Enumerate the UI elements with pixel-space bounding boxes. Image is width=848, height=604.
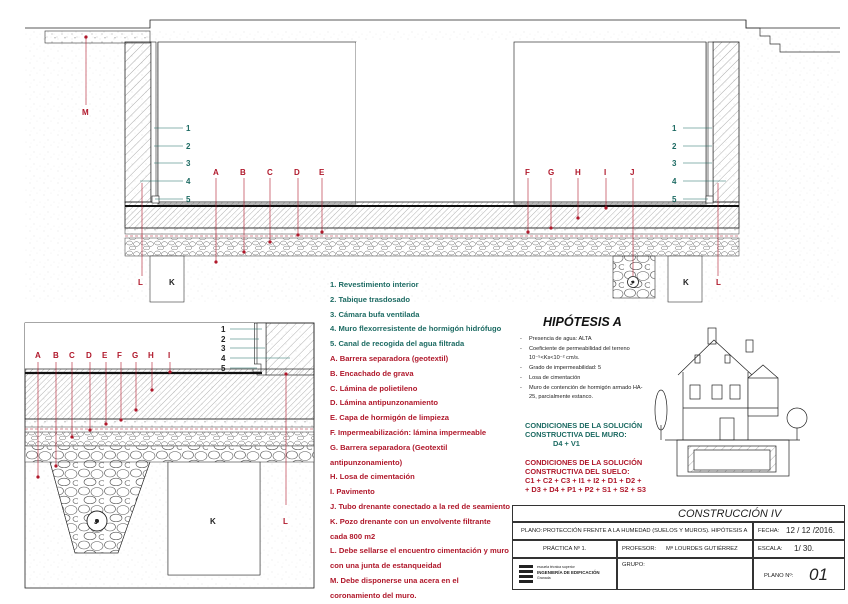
legend-item-L: L. Debe sellarse el encuentro cimentación y muro con una junta de estanqueidad [330, 546, 509, 571]
plano-value: PROTECCIÓN FRENTE A LA HUMEDAD (SUELOS Y MUROS). HIPÓTESIS A [543, 528, 748, 534]
detail-label-3: 3 [221, 344, 226, 353]
label-2-right: 2 [672, 142, 677, 151]
school-line1: escuela técnica superior [537, 565, 575, 569]
label-J: J [630, 168, 635, 177]
hypothesis-item: - Grado de impermeabilidad: 5 [515, 364, 645, 374]
detail-label-2: 2 [221, 335, 226, 344]
wall-conditions-line1: CONDICIONES DE LA SOLUCIÓN [525, 421, 643, 430]
floor-conditions-line1: CONDICIONES DE LA SOLUCIÓN [525, 458, 643, 467]
label-E: E [319, 168, 325, 177]
course-row [512, 505, 845, 522]
legend-item-M: M. Debe disponerse una acera en el coronamiento del muro. [330, 575, 459, 600]
legend-item-G: G. Barrera separadora (Geotextil antipunzonamiento) [330, 442, 448, 467]
house-illustration [655, 328, 807, 476]
detail-label-4: 4 [221, 354, 226, 363]
label-H: H [575, 168, 581, 177]
school-line3: Granada [537, 576, 551, 580]
plano-number-label: PLANO Nº: [764, 573, 794, 579]
course-title: CONSTRUCCIÓN IV [678, 508, 782, 520]
school-line2: INGENIERÍA DE EDIFICACIÓN [537, 570, 600, 575]
floor-conditions [525, 458, 646, 494]
legend-item-2: 2. Tabique trasdosado [330, 294, 411, 304]
fecha-label: FECHA: [758, 528, 780, 534]
detail-label-H: H [148, 351, 154, 360]
legend [330, 278, 510, 604]
label-C: C [267, 168, 273, 177]
legend-item-1: 1. Revestimiento interior [330, 280, 419, 289]
left-wall [125, 42, 151, 202]
legend-item-K: K. Pozo drenante con un envolvente filtrante cada 800 m2 [330, 516, 491, 541]
label-F: F [525, 168, 530, 177]
legend-item-D: D. Lámina antipunzonamiento [330, 398, 439, 408]
label-3-right: 3 [672, 159, 677, 168]
escala-value: 1/ 30. [794, 544, 815, 553]
school-logo-cell [512, 558, 617, 590]
legend-item-F: F. Impermeabilización: lámina impermeable [330, 427, 487, 437]
detail-label-D: D [86, 351, 92, 360]
profesor-label: PROFESOR: [622, 546, 657, 552]
label-L-right: L [716, 278, 721, 287]
detail-label-1: 1 [221, 325, 226, 334]
detail-label-C: C [69, 351, 75, 360]
hypothesis-item: - Muro de contención de hormigón armado HA-25, parcialmente estanco. [515, 384, 645, 403]
legend-item-B: B. Encachado de grava [330, 368, 414, 378]
detail-label-J: J [94, 519, 98, 526]
plano-row [512, 522, 753, 540]
practica: PRÁCTICA Nº 1. [543, 546, 587, 552]
plano-label: PLANO: [521, 528, 543, 534]
hypothesis-item: - Losa de cimentación [515, 374, 645, 384]
grupo-label: GRUPO: [622, 562, 645, 568]
label-K-right: K [683, 278, 689, 287]
hypothesis-item: - Coeficiente de permeabilidad del terreno 10⁻⁵<Ks<10⁻² cm/s. [515, 345, 645, 364]
grupo-row [617, 558, 753, 590]
detail-label-F: F [117, 351, 122, 360]
floor-conditions-line2: CONSTRUCTIVA DEL SUELO: [525, 467, 630, 476]
detail-label-5: 5 [221, 364, 226, 373]
label-K-left: K [169, 278, 175, 287]
profesor-value: Mª LOURDES GUTIÉRREZ [666, 546, 738, 552]
title-block [512, 505, 845, 590]
legend-item-H: H. Losa de cimentación [330, 472, 415, 482]
label-M: M [82, 108, 89, 117]
label-4-left: 4 [186, 177, 191, 186]
legend-item-3: 3. Cámara bufa ventilada [330, 309, 420, 319]
legend-item-C: C. Lámina de polietileno [330, 383, 418, 393]
fecha-row [753, 522, 845, 540]
sidewalk-left [45, 31, 150, 43]
legend-item-A: A. Barrera separadora (geotextil) [330, 353, 449, 363]
detail-label-L: L [283, 517, 288, 526]
wall-conditions-value: D4 + V1 [553, 439, 580, 448]
label-J-pipe: J [630, 281, 633, 287]
legend-item-I: I. Pavimento [330, 487, 375, 497]
right-wall [713, 42, 739, 202]
legend-item-J: J. Tubo drenante conectado a la red de seamiento [330, 501, 511, 511]
gravel-layer [125, 238, 739, 256]
legend-item-E: E. Capa de hormigón de limpieza [330, 413, 449, 423]
wall-conditions [525, 421, 642, 448]
label-3-left: 3 [186, 159, 191, 168]
label-B: B [240, 168, 246, 177]
detail-label-I: I [168, 351, 171, 360]
profesor-row [617, 540, 753, 558]
detail-label-G: G [132, 351, 139, 360]
escala-label: ESCALA: [758, 546, 783, 552]
practica-row [512, 540, 617, 558]
label-2-left: 2 [186, 142, 191, 151]
label-L-left: L [138, 278, 143, 287]
escala-row [753, 540, 845, 558]
detail-label-A: A [35, 351, 41, 360]
label-1-left: 1 [186, 124, 191, 133]
legend-item-5: 5. Canal de recogida del agua filtrada [330, 339, 465, 349]
fecha-value: 12 / 12 /2016. [786, 526, 835, 535]
legend-item-4: 4. Muro flexorresistente de hormigón hidrófugo [330, 324, 502, 334]
label-5-right: 5 [672, 195, 677, 204]
label-1-right: 1 [672, 124, 677, 133]
label-G: G [548, 168, 555, 177]
floor-conditions-value2: + D3 + D4 + P1 + P2 + S1 + S2 + S3 [525, 485, 646, 494]
floor-conditions-value1: C1 + C2 + C3 + I1 + I2 + D1 + D2 + [525, 476, 642, 485]
section-drawing [25, 20, 840, 302]
hypothesis-block [515, 315, 645, 403]
label-4-right: 4 [672, 177, 677, 186]
hypothesis-item: - Presencia de agua: ALTA [515, 335, 645, 345]
school-logo-icon [519, 565, 533, 583]
hypothesis-title: HIPÓTESIS A [543, 315, 622, 329]
detail-label-E: E [102, 351, 108, 360]
label-D: D [294, 168, 300, 177]
plano-number-row [753, 558, 845, 590]
detail-label-K: K [210, 517, 216, 526]
label-A: A [213, 168, 219, 177]
label-I: I [604, 168, 607, 177]
plano-number-value: 01 [809, 565, 828, 584]
detail-label-B: B [53, 351, 59, 360]
wall-conditions-line2: CONSTRUCTIVA DEL MURO: [525, 430, 627, 439]
detail-drawing [25, 323, 314, 588]
label-5-left: 5 [186, 195, 191, 204]
